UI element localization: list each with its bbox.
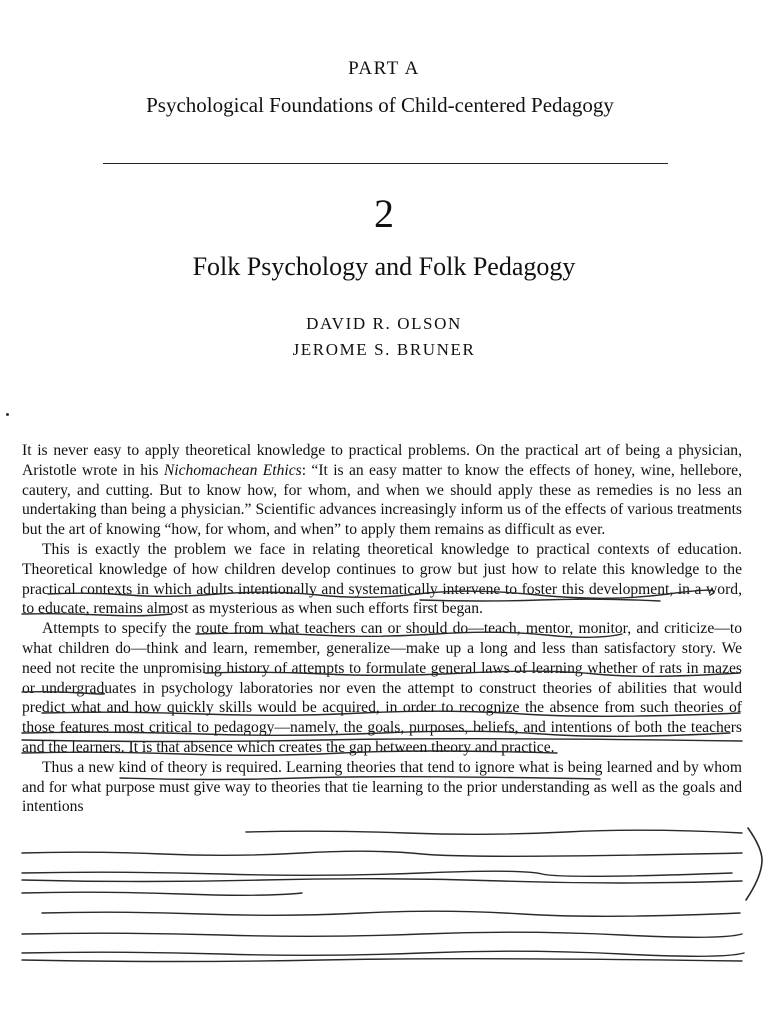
strike-mark — [22, 851, 742, 856]
author-name: DAVID R. OLSON — [306, 314, 462, 333]
chapter-number: 2 — [374, 191, 394, 236]
paragraph: Attempts to specify the route from what teachers can or should do—teach, mentor, monitor, and criticize—to what children do—think and learn, remember, generalize—make up a long and less than satisfactory story. We need not recite the unpromising history of attempts to formulate general laws of learning whether of rats in mazes or undergraduates in psychology laboratories nor even the attempt to construct theories of abilities that would predict what and how quickly skills would be acquired, in order to recognize the absence from such theories of those features most critical to pedagogy—namely, the goals, purposes, beliefs, and intentions of both the teachers and the learners. It is that absence which creates the gap between theory and practice. — [22, 620, 742, 756]
strike-mark — [22, 892, 302, 895]
part-title: Psychological Foundations of Child-centered Pedagogy — [146, 93, 614, 117]
paragraph: This is exactly the problem we face in relating theoretical knowledge to practical contexts of education. Theoretical knowledge of how children develop continues to grow but just how to relate this knowledge to the practical contexts in which adults intentionally and systematically intervene to foster this development, in a word, to educate, remains almost as mysterious as when such efforts first began. — [22, 540, 742, 618]
strike-mark — [42, 911, 740, 916]
paragraph: Thus a new kind of theory is required. Learning theories that tend to ignore what is being learned and by whom and for what purpose must give way to theories that tie learning to the prior understanding as well as the goals and intentions — [22, 758, 742, 816]
paragraph-text: : “It is an easy matter to know the effects of honey, wine, hellebore, cautery, and cutting. But to know how, for whom, and when we should apply these as remedies is no less an undertaking than being a physician.” Scientific advances increasingly inform us of the effects of various treatments but the art of knowing “how, for whom, and when” to apply them remains as difficult as ever. — [22, 461, 742, 539]
strike-mark — [22, 951, 744, 956]
chapter-title: Folk Psychology and Folk Pedagogy — [192, 252, 576, 281]
underline-mark — [22, 879, 742, 883]
margin-bracket — [746, 828, 762, 900]
stray-mark — [6, 413, 9, 416]
paragraph-text: It is never easy to apply theoretical knowledge to practical problems. On the practical art of being a physician, Aristotle wrote in his — [22, 442, 742, 479]
chapter-body — [22, 441, 742, 817]
author-list — [0, 311, 768, 363]
book-title-emphasis: Nichomachean Ethics — [163, 461, 302, 479]
strike-mark — [22, 932, 742, 937]
paragraph — [22, 441, 742, 540]
underline-mark — [22, 959, 742, 962]
header-divider — [103, 163, 668, 164]
strike-mark — [22, 871, 732, 876]
strike-mark — [246, 830, 742, 834]
author-name: JEROME S. BRUNER — [292, 340, 476, 359]
part-label: PART A — [348, 58, 420, 79]
